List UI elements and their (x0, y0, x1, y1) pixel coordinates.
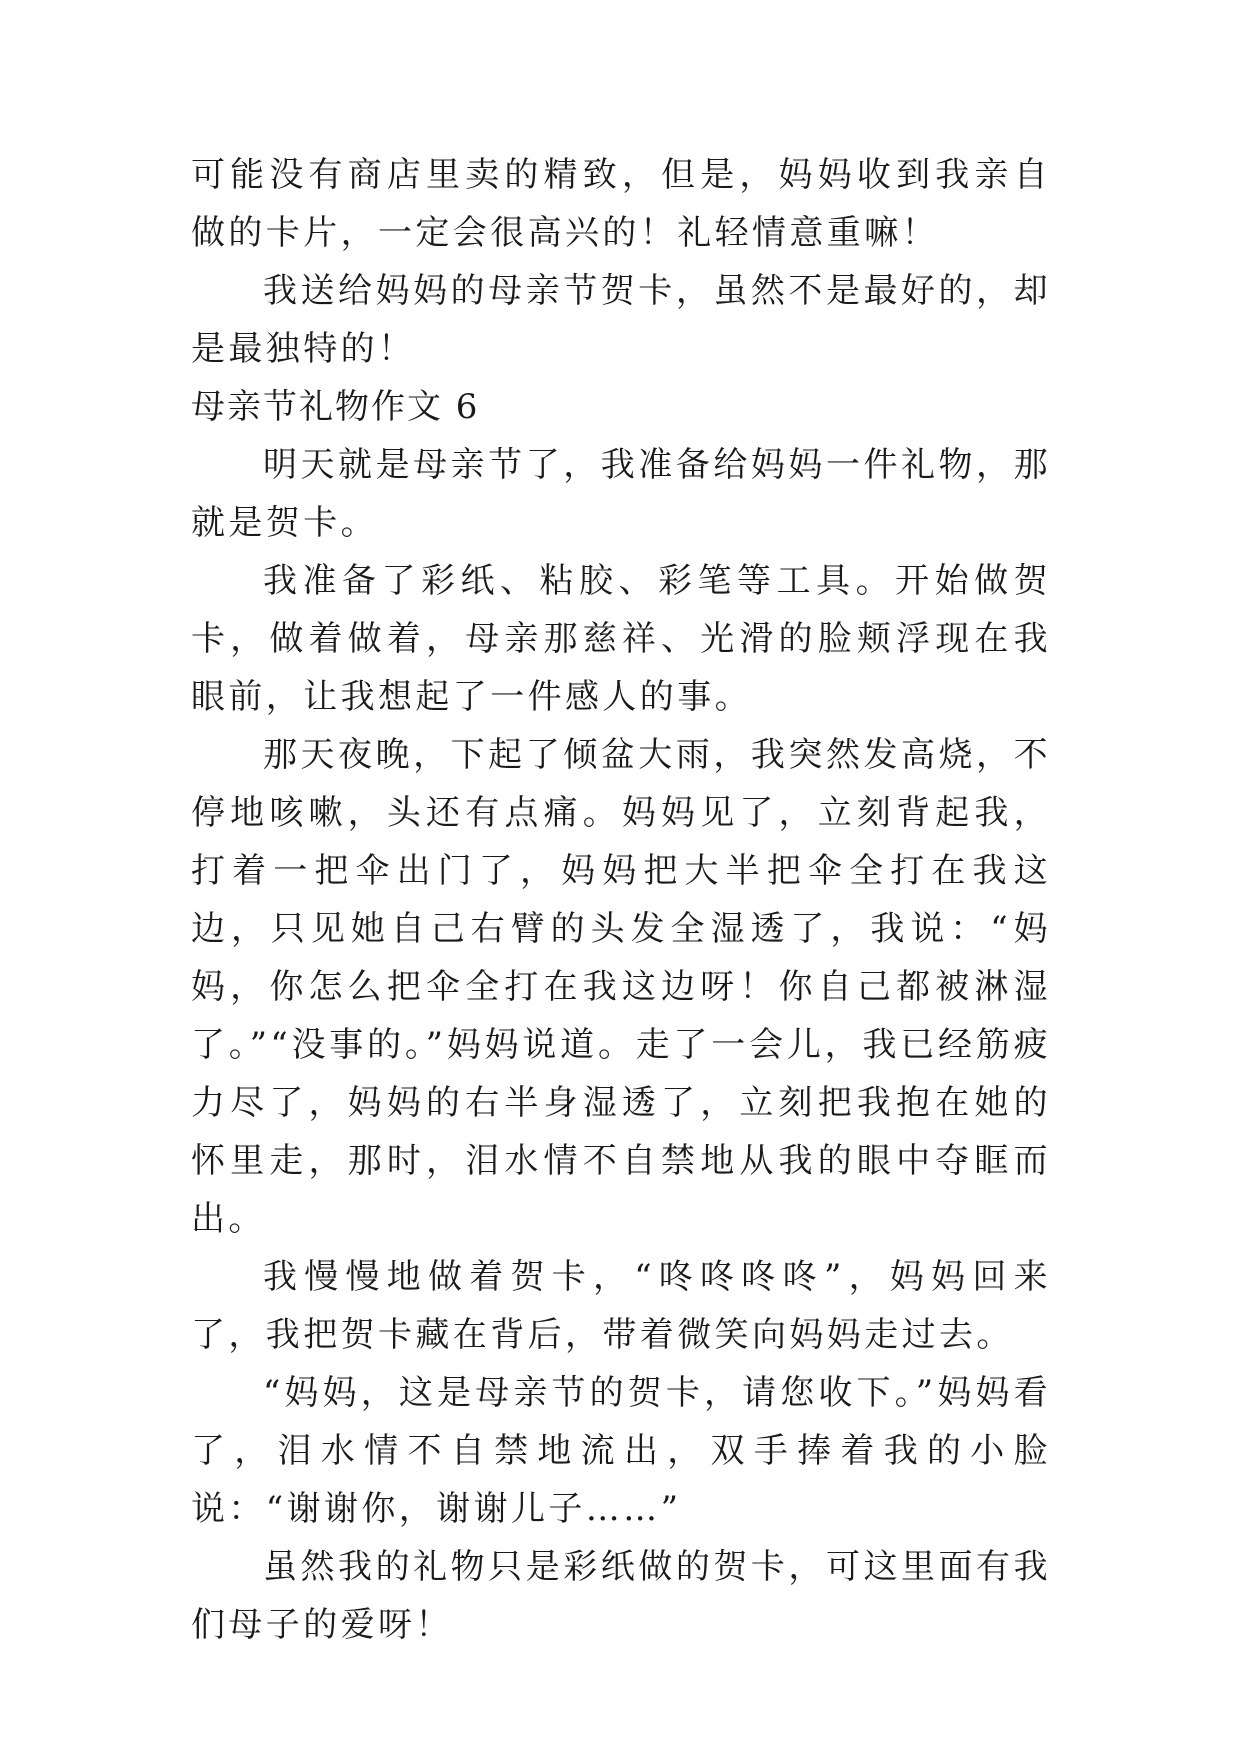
paragraph: 我准备了彩纸、粘胶、彩笔等工具。开始做贺卡，做着做着，母亲那慈祥、光滑的脸颊浮现在我眼前，让我想起了一件感人的事。 (191, 561, 1051, 717)
paragraph: 我慢慢地做着贺卡，“咚咚咚咚”，妈妈回来了，我把贺卡藏在背后，带着微笑向妈妈走过去。 (191, 1257, 1051, 1355)
document-page (191, 146, 1051, 1654)
paragraph-closing-previous: 我送给妈妈的母亲节贺卡，虽然不是最好的，却是最独特的！ (191, 271, 1051, 369)
paragraph: 那天夜晚，下起了倾盆大雨，我突然发高烧，不停地咳嗽，头还有点痛。妈妈见了，立刻背起我，打着一把伞出门了，妈妈把大半把伞全打在我这边，只见她自己右臂的头发全湿透了，我说：“妈妈，你怎么把伞全打在我这边呀！你自己都被淋湿了。”“没事的。”妈妈说道。走了一会儿，我已经筋疲力尽了，妈妈的右半身湿透了，立刻把我抱在她的怀里走，那时，泪水情不自禁地从我的眼中夺眶而出。 (191, 735, 1051, 1239)
paragraph: “妈妈，这是母亲节的贺卡，请您收下。”妈妈看了，泪水情不自禁地流出，双手捧着我的小脸说：“谢谢你，谢谢儿子……” (191, 1373, 1051, 1529)
section-heading: 母亲节礼物作文 6 (191, 387, 480, 427)
paragraph: 虽然我的礼物只是彩纸做的贺卡，可这里面有我们母子的爱呀！ (191, 1547, 1051, 1645)
paragraph: 明天就是母亲节了，我准备给妈妈一件礼物，那就是贺卡。 (191, 445, 1051, 543)
paragraph-continuation: 可能没有商店里卖的精致，但是，妈妈收到我亲自做的卡片，一定会很高兴的！礼轻情意重嘛！ (191, 155, 1051, 253)
